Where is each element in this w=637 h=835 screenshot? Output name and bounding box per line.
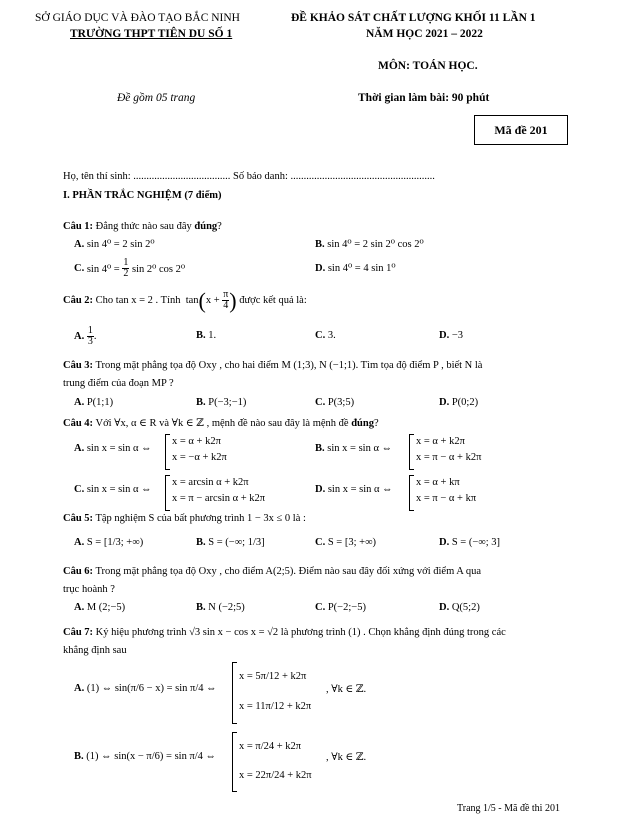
q6-option-c[interactable]	[315, 602, 366, 613]
q4-a-l2: x = −α + k2π	[172, 452, 227, 463]
q1-c-fraction	[122, 258, 129, 279]
q7-label: Câu 7:	[63, 627, 94, 638]
q1-b-value: sin 4⁰ = 2 sin 2⁰ cos 2⁰	[327, 239, 424, 250]
q3-label: Câu 3:	[63, 360, 94, 371]
q4-end: ?	[374, 418, 379, 429]
q5-c-label: C.	[315, 537, 326, 548]
q2-d-value: −3	[451, 330, 464, 341]
q4-a-label: A.	[74, 443, 85, 454]
q7-a-l2: x = 11π/12 + k2π	[239, 701, 312, 712]
q5-b-value: S = (−∞; 1/3]	[208, 537, 265, 548]
q2-num: π	[223, 289, 229, 300]
q3-text-line2: trung điểm của đoạn MP ?	[63, 378, 174, 389]
q4-c-l2: x = π − arcsin α + k2π	[172, 493, 266, 504]
q4-d-l2: x = π − α + kπ	[416, 493, 477, 504]
student-info-line: Họ, tên thí sinh: ..................................... Số báo danh: .......................................................	[63, 171, 435, 182]
q5-c-value: S = [3; +∞)	[327, 537, 377, 548]
q2-fraction	[222, 290, 229, 311]
q2-a-num: 1	[87, 325, 93, 336]
q6-option-d[interactable]	[439, 602, 480, 613]
q2-d-label: D.	[439, 330, 450, 341]
q4-text: Với ∀x, α ∈ R và ∀k ∈ ℤ , mệnh đề nào sau đây là mệnh đề	[95, 418, 349, 429]
q4-option-d[interactable]	[315, 484, 393, 495]
q5-option-a[interactable]	[74, 537, 143, 548]
section-title: I. PHẦN TRẮC NGHIỆM (7 điểm)	[63, 190, 222, 201]
q4-a-system	[172, 434, 227, 466]
q2-option-b[interactable]	[196, 330, 216, 341]
q5-option-c[interactable]	[315, 537, 376, 548]
page-footer: Trang 1/5 - Mã đề thi 201	[457, 803, 560, 814]
department: SỞ GIÁO DỤC VÀ ĐÀO TẠO BẮC NINH	[35, 12, 240, 24]
q2-a-post: .	[93, 331, 97, 342]
question-5	[63, 513, 306, 524]
q1-option-c[interactable]	[74, 258, 185, 279]
q4-c-pre: sin x = sin α ⇔	[86, 484, 152, 495]
q4-c-system	[172, 475, 265, 507]
q7-b-l1: x = π/24 + k2π	[239, 741, 302, 752]
q4-a-l1: x = α + k2π	[172, 436, 221, 447]
q1-option-d[interactable]	[315, 262, 396, 274]
q4-d-l1: x = α + kπ	[416, 477, 460, 488]
q6-c-label: C.	[315, 602, 326, 613]
q4-option-a[interactable]	[74, 443, 152, 454]
q6-option-a[interactable]	[74, 602, 125, 613]
q3-c-label: C.	[315, 397, 326, 408]
q7-a-label: A.	[74, 683, 85, 694]
q3-c-value: P(3;5)	[327, 397, 355, 408]
q1-option-a[interactable]	[74, 238, 155, 250]
q4-b-pre: sin x = sin α ⇔	[327, 443, 393, 454]
q2-lparen: (	[198, 287, 206, 313]
question-3	[63, 360, 482, 371]
q2-expr-pre: tan	[185, 295, 199, 306]
exam-time: Thời gian làm bài: 90 phút	[358, 92, 490, 104]
q3-b-value: P(−3;−1)	[208, 397, 247, 408]
q6-d-label: D.	[439, 602, 450, 613]
q7-b-system	[239, 732, 312, 790]
q2-label: Câu 2:	[63, 295, 94, 306]
q4-b-l2: x = π − α + k2π	[416, 452, 482, 463]
q7-a-post: , ∀k ∈ ℤ.	[326, 684, 367, 695]
q6-b-label: B.	[196, 602, 206, 613]
q2-option-c[interactable]	[315, 330, 336, 341]
q3-a-value: P(1;1)	[86, 397, 114, 408]
q4-b-label: B.	[315, 443, 325, 454]
q5-d-label: D.	[439, 537, 450, 548]
q2-expr-in: x +	[205, 295, 220, 306]
q6-text1: Trong mặt phẳng tọa độ Oxy , cho điểm A(2;5). Điểm nào sau đây đối xứng với điểm A qua	[95, 566, 482, 577]
subject: MÔN: TOÁN HỌC.	[378, 60, 478, 72]
q3-text1: Trong mặt phẳng tọa độ Oxy , cho hai điểm M (1;3), N (−1;1). Tìm tọa độ điểm P , biết N là	[95, 360, 483, 371]
q2-text: Cho tan x = 2 . Tính	[95, 295, 181, 306]
q1-end: ?	[217, 221, 222, 232]
q4-c-label: C.	[74, 484, 85, 495]
q7-b-pre: (1) ⇔ sin(x − π/6) = sin π/4 ⇔	[86, 751, 217, 762]
q6-b-value: N (−2;5)	[208, 602, 245, 613]
q3-b-label: B.	[196, 397, 206, 408]
q7-b-post: , ∀k ∈ ℤ.	[326, 752, 367, 763]
q7-option-a[interactable]	[74, 683, 217, 694]
q1-c-label: C.	[74, 263, 85, 274]
q2-den: 4	[223, 300, 229, 311]
q4-option-b[interactable]	[315, 443, 392, 454]
q2-option-a[interactable]	[74, 326, 96, 347]
q3-d-label: D.	[439, 397, 450, 408]
q4-d-bracket	[409, 475, 414, 511]
question-2	[63, 287, 307, 313]
q2-a-den: 3	[87, 336, 93, 347]
q4-emph: đúng	[351, 418, 374, 429]
q1-emph: đúng	[194, 221, 218, 232]
q5-b-label: B.	[196, 537, 206, 548]
q1-option-b[interactable]	[315, 238, 424, 250]
q5-a-value: S = [1/3; +∞)	[86, 537, 144, 548]
q1-d-label: D.	[315, 263, 326, 274]
school-name: TRƯỜNG THPT TIÊN DU SỐ 1	[70, 28, 233, 40]
q4-b-l1: x = α + k2π	[416, 436, 465, 447]
q4-c-l1: x = arcsin α + k2π	[172, 477, 249, 488]
exam-code: Mã đề 201	[494, 122, 548, 137]
q1-d-value: sin 4⁰ = 4 sin 1⁰	[327, 263, 396, 274]
pages-note: Đề gồm 05 trang	[117, 92, 196, 104]
q5-text: Tập nghiệm S của bất phương trình 1 − 3x ≤ 0 là :	[95, 513, 306, 524]
q2-option-d[interactable]	[439, 330, 463, 341]
q1-c-post: sin 2⁰ cos 2⁰	[131, 263, 186, 275]
q1-text: Đẳng thức nào sau đây	[95, 221, 192, 232]
q2-c-label: C.	[315, 330, 326, 341]
q1-label: Câu 1:	[63, 221, 94, 232]
q6-text-line2: trục hoành ?	[63, 584, 115, 595]
q4-option-c[interactable]	[74, 484, 152, 495]
q4-d-label: D.	[315, 484, 326, 495]
q4-a-pre: sin x = sin α ⇔	[86, 443, 152, 454]
q7-text1: Ký hiệu phương trình √3 sin x − cos x = √2 là phương trình (1) . Chọn khẳng định đúng trong các	[95, 627, 506, 638]
q6-c-value: P(−2;−5)	[327, 602, 366, 613]
q4-d-pre: sin x = sin α ⇔	[327, 484, 393, 495]
q4-d-system	[416, 475, 476, 507]
exam-code-box	[474, 115, 568, 145]
q5-option-b[interactable]	[196, 537, 265, 548]
q2-b-value: 1.	[208, 330, 217, 341]
q3-option-b[interactable]	[196, 397, 246, 408]
q6-a-label: A.	[74, 602, 85, 613]
q1-a-value: sin 4⁰ = 2 sin 2⁰	[86, 239, 155, 250]
q5-label: Câu 5:	[63, 513, 94, 524]
question-7	[63, 627, 506, 638]
q1-a-label: A.	[74, 239, 85, 250]
q3-d-value: P(0;2)	[451, 397, 479, 408]
q7-b-label: B.	[74, 751, 84, 762]
q2-a-label: A.	[74, 331, 85, 342]
q3-a-label: A.	[74, 397, 85, 408]
q7-a-pre: (1) ⇔ sin(π/6 − x) = sin π/4 ⇔	[86, 683, 217, 694]
q4-b-bracket	[409, 434, 414, 470]
q7-option-b[interactable]	[74, 751, 216, 762]
q2-rparen: )	[229, 287, 237, 313]
q5-option-d[interactable]	[439, 537, 500, 548]
q6-option-b[interactable]	[196, 602, 245, 613]
q3-option-d[interactable]	[439, 397, 478, 408]
exam-title: ĐỀ KHẢO SÁT CHẤT LƯỢNG KHỐI 11 LẦN 1	[291, 12, 536, 24]
q6-label: Câu 6:	[63, 566, 94, 577]
q7-b-l2: x = 22π/24 + k2π	[239, 770, 312, 781]
q7-b-bracket	[232, 732, 237, 792]
q1-c-den: 2	[123, 268, 129, 279]
question-1	[63, 221, 222, 232]
q1-b-label: B.	[315, 239, 325, 250]
q5-a-label: A.	[74, 537, 85, 548]
q3-option-a[interactable]	[74, 397, 113, 408]
q2-end: được kết quả là:	[239, 295, 307, 306]
q7-text-line2: khẳng định sau	[63, 645, 127, 656]
q4-label: Câu 4:	[63, 418, 94, 429]
school-year: NĂM HỌC 2021 – 2022	[366, 28, 483, 40]
q1-c-num: 1	[123, 257, 129, 268]
q7-a-l1: x = 5π/12 + k2π	[239, 671, 307, 682]
question-6	[63, 566, 481, 577]
q1-c-pre: sin 4⁰ =	[86, 263, 120, 275]
question-4	[63, 417, 379, 429]
q2-b-label: B.	[196, 330, 206, 341]
q4-a-bracket	[165, 434, 170, 470]
q4-c-bracket	[165, 475, 170, 511]
q2-a-fraction	[87, 326, 94, 347]
q6-a-value: M (2;−5)	[86, 602, 126, 613]
q2-c-value: 3.	[327, 330, 336, 341]
q3-option-c[interactable]	[315, 397, 354, 408]
q4-b-system	[416, 434, 481, 466]
q7-a-system	[239, 662, 311, 722]
q7-a-bracket	[232, 662, 237, 724]
q6-d-value: Q(5;2)	[451, 602, 480, 613]
q5-d-value: S = (−∞; 3]	[451, 537, 501, 548]
